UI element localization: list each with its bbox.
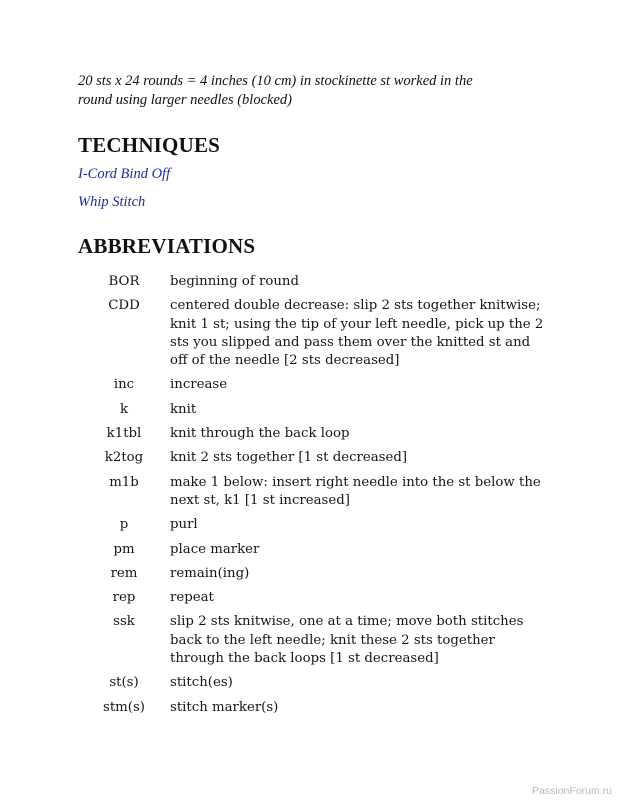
table-row xyxy=(78,699,548,723)
table-row xyxy=(78,589,548,613)
gauge-line-1: 20 sts x 24 rounds = 4 inches (10 cm) in stockinette st worked in the xyxy=(78,73,473,89)
abbr-term: stm(s) xyxy=(103,699,145,715)
abbr-definition: centered double decrease: slip 2 sts together knitwise; knit 1 st; using the tip of your left needle, pick up the 2 sts you slipped and pass them over the knitted st and off of the needle [2 sts decreased] xyxy=(170,298,544,369)
abbr-term: m1b xyxy=(109,474,139,490)
table-row xyxy=(78,376,548,400)
techniques-heading: TECHNIQUES xyxy=(78,133,221,157)
abbr-definition: increase xyxy=(170,377,228,393)
abbr-term: k2tog xyxy=(104,450,144,466)
table-row xyxy=(78,273,548,297)
table-row xyxy=(78,401,548,425)
abbr-definition: stitch(es) xyxy=(170,675,233,691)
pattern-page xyxy=(78,72,548,723)
abbr-definition: knit xyxy=(170,401,197,417)
abbr-definition: knit through the back loop xyxy=(170,426,350,442)
table-row xyxy=(78,541,548,565)
abbr-term: rep xyxy=(112,590,136,606)
abbr-term: k xyxy=(119,401,129,417)
table-row xyxy=(78,674,548,698)
technique-link-icord-bind-off[interactable]: I-Cord Bind Off xyxy=(78,166,171,182)
abbr-definition: remain(ing) xyxy=(170,565,250,581)
abbr-term: k1tbl xyxy=(106,426,142,442)
gauge-text xyxy=(78,72,548,110)
abbreviations-table xyxy=(78,273,548,723)
table-row xyxy=(78,474,548,517)
abbr-definition: repeat xyxy=(170,590,214,606)
gauge-line-2: round using larger needles (blocked) xyxy=(78,92,292,108)
abbr-definition: make 1 below: insert right needle into the st below the next st, k1 [1 st increased] xyxy=(170,474,541,508)
abbr-definition: slip 2 sts knitwise, one at a time; move both stitches back to the left needle; knit these 2 sts together through the back loops [1 st decreased] xyxy=(170,614,524,667)
technique-link-whip-stitch[interactable]: Whip Stitch xyxy=(78,194,146,210)
abbr-term: CDD xyxy=(108,298,140,314)
abbr-definition: place marker xyxy=(170,541,260,557)
abbr-term: p xyxy=(119,517,129,533)
watermark: PassionForum.ru xyxy=(532,785,612,797)
abbr-term: BOR xyxy=(108,274,140,289)
table-row xyxy=(78,613,548,674)
abbr-term: pm xyxy=(113,541,135,557)
abbr-definition: beginning of round xyxy=(170,274,299,289)
abbr-term: inc xyxy=(113,377,135,393)
abbr-term: rem xyxy=(110,565,138,581)
abbr-definition: stitch marker(s) xyxy=(170,699,279,715)
abbreviations-heading: ABBREVIATIONS xyxy=(78,234,256,258)
abbr-definition: purl xyxy=(170,517,198,533)
abbr-term: st(s) xyxy=(109,675,139,691)
table-row xyxy=(78,449,548,473)
abbr-definition: knit 2 sts together [1 st decreased] xyxy=(170,450,408,466)
table-row xyxy=(78,425,548,449)
table-row xyxy=(78,297,548,376)
table-row xyxy=(78,565,548,589)
table-row xyxy=(78,516,548,540)
abbr-term: ssk xyxy=(113,614,135,630)
